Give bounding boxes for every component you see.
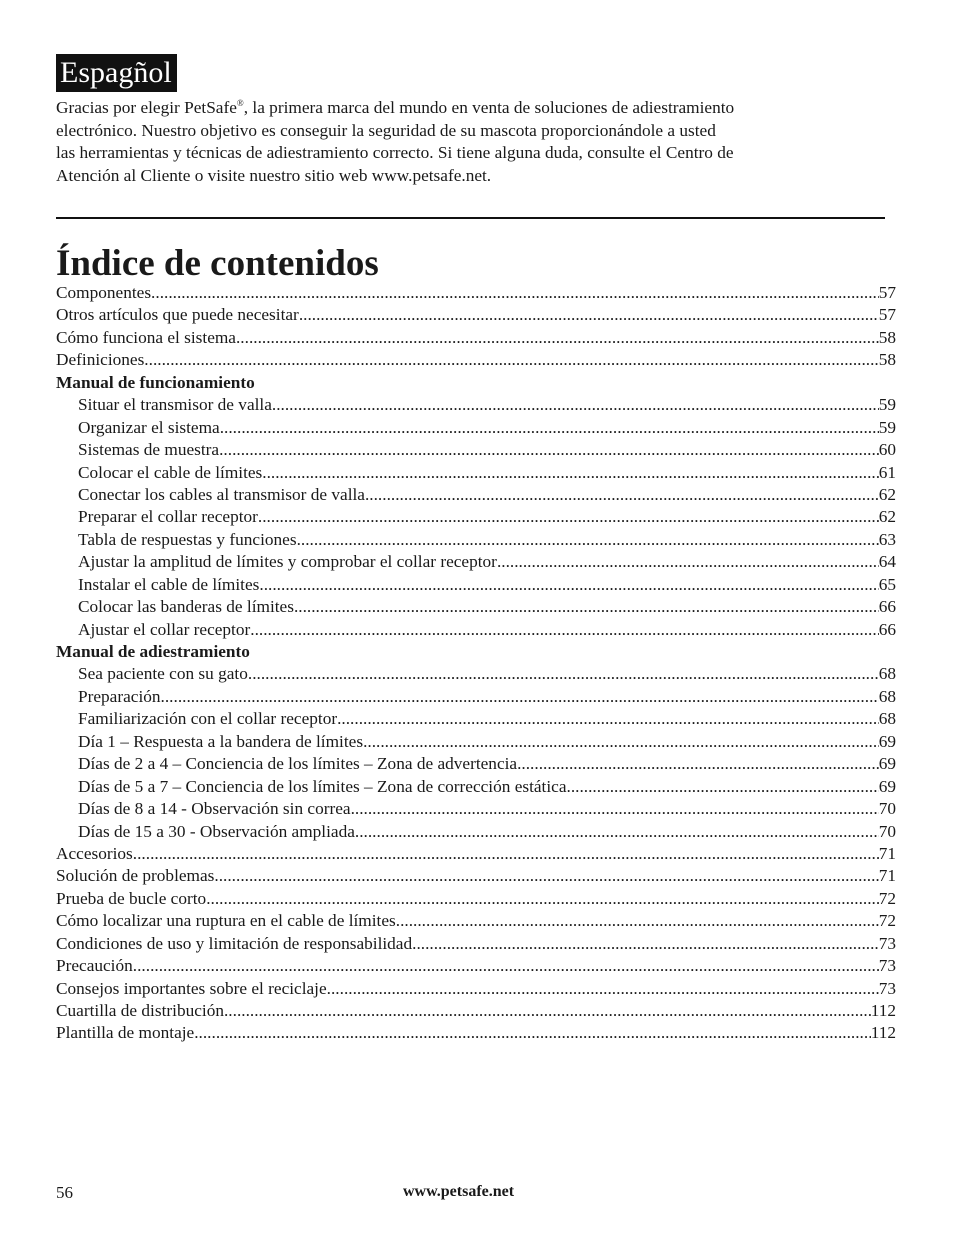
toc-dot-leader	[337, 708, 879, 730]
toc-entry-page: 72	[878, 911, 896, 931]
toc-entry-page: 66	[878, 597, 896, 617]
toc-entry-label: Accesorios	[56, 843, 133, 863]
toc-dot-leader	[294, 596, 879, 618]
toc-entry-page: 71	[878, 843, 896, 863]
toc-entry-label: Días de 5 a 7 – Conciencia de los límites – Zona de corrección estática	[78, 776, 567, 796]
toc-entry-label: Días de 15 a 30 - Observación ampliada	[78, 821, 355, 841]
toc-dot-leader	[272, 394, 879, 416]
toc-dot-leader	[133, 955, 879, 977]
toc-entry[interactable]	[56, 978, 896, 1000]
toc-entry-label: Instalar el cable de límites	[78, 574, 260, 594]
intro-paragraph	[56, 97, 896, 187]
toc-entry[interactable]	[56, 865, 896, 887]
toc-entry-label: Sea paciente con su gato	[78, 664, 248, 684]
toc-entry-label: Definiciones	[56, 350, 145, 370]
toc-entry-page: 60	[878, 440, 896, 460]
toc-entry-label: Precaución	[56, 956, 133, 976]
toc-dot-leader	[297, 529, 879, 551]
toc-entry-page: 61	[878, 462, 896, 482]
toc-entry-label: Solución de problemas	[56, 866, 215, 886]
toc-dot-leader	[224, 1000, 871, 1022]
toc-entry-page: 57	[878, 283, 896, 302]
toc-entry-label: Ajustar el collar receptor	[78, 619, 251, 639]
intro-line-4: Atención al Cliente o visite nuestro sitio web www.petsafe.net.	[56, 165, 492, 185]
toc-entry-page: 63	[878, 529, 896, 549]
toc-entry-label: Tabla de respuestas y funciones	[78, 529, 297, 549]
toc-entry-page: 62	[878, 484, 896, 504]
toc-dot-leader	[412, 933, 879, 955]
toc-entry-label: Conectar los cables al transmisor de valla	[78, 484, 365, 504]
toc-entry-page: 68	[878, 709, 896, 729]
toc-entry[interactable]	[56, 955, 896, 977]
toc-entry-page: 57	[878, 305, 896, 325]
toc-entry-label: Días de 8 a 14 - Observación sin correa	[78, 799, 351, 819]
toc-dot-leader	[144, 349, 878, 371]
toc-entry-label: Organizar el sistema	[78, 417, 220, 437]
toc-entry[interactable]	[56, 417, 896, 439]
toc-entry-page: 73	[878, 933, 896, 953]
toc-entry[interactable]	[56, 574, 896, 596]
toc-entry-label: Plantilla de montaje	[56, 1023, 195, 1043]
toc-entry-label: Cómo localizar una ruptura en el cable de límites	[56, 911, 396, 931]
toc-dot-leader	[497, 551, 879, 573]
toc-entry-label: Preparar el collar receptor	[78, 507, 258, 527]
toc-entry-page: 69	[878, 776, 896, 796]
intro-line-3: las herramientas y técnicas de adiestramiento correcto. Si tiene alguna duda, consulte el Centro de	[56, 143, 734, 162]
toc-dot-leader	[567, 776, 879, 798]
toc-dot-leader	[220, 417, 879, 439]
toc-dot-leader	[219, 439, 879, 461]
toc-entry-page: 66	[878, 619, 896, 639]
toc-entry[interactable]	[56, 798, 896, 820]
toc-dot-leader	[194, 1022, 871, 1044]
toc-entry-page: 73	[878, 978, 896, 998]
toc-entry-label: Cómo funciona el sistema	[56, 327, 236, 347]
toc-dot-leader	[299, 304, 879, 326]
footer-url[interactable]: www.petsafe.net	[403, 1183, 515, 1200]
toc-dot-leader	[262, 462, 878, 484]
toc-entry-page: 112	[870, 1023, 896, 1043]
footer-page-number: 56	[56, 1183, 73, 1202]
toc-entry-page: 65	[878, 574, 896, 594]
toc-dot-leader	[258, 506, 879, 528]
toc-entry-page: 70	[878, 821, 896, 841]
toc-entry[interactable]	[56, 888, 896, 910]
toc-entry-label: Prueba de bucle corto	[56, 888, 207, 908]
toc-entry[interactable]	[56, 596, 896, 618]
toc-dot-leader	[355, 821, 879, 843]
toc-entry-label: Cuartilla de distribución	[56, 1001, 224, 1020]
toc-entry-page: 69	[878, 731, 896, 751]
toc-entry-page: 70	[878, 799, 896, 819]
toc-entry[interactable]	[56, 663, 896, 685]
toc-entry[interactable]	[56, 1022, 896, 1044]
toc-section-label: Manual de adiestramiento	[56, 642, 250, 661]
toc-entry-page: 58	[878, 327, 896, 347]
toc-entry-page: 58	[878, 350, 896, 370]
toc-entry[interactable]	[56, 529, 896, 551]
toc-entry[interactable]	[56, 619, 896, 641]
toc-entry-page: 62	[878, 507, 896, 527]
toc-entry[interactable]	[56, 686, 896, 708]
toc-entry-page: 112	[870, 1001, 896, 1020]
toc-entry[interactable]	[56, 843, 896, 865]
toc-entry-page: 68	[878, 686, 896, 706]
toc-entry-label: Sistemas de muestra	[78, 440, 220, 460]
toc-dot-leader	[214, 865, 878, 887]
toc-section-heading	[56, 372, 896, 394]
toc-dot-leader	[363, 731, 879, 753]
toc-entry-page: 59	[878, 395, 896, 415]
toc-entry-label: Condiciones de uso y limitación de responsabilidad	[56, 933, 413, 953]
toc-entry-label: Otros artículos que puede necesitar	[56, 305, 299, 325]
toc-entry[interactable]	[56, 776, 896, 798]
toc-entry-label: Preparación	[78, 686, 161, 706]
toc-entry-page: 71	[878, 866, 896, 886]
toc-list	[56, 282, 896, 1045]
toc-dot-leader	[365, 484, 879, 506]
toc-dot-leader	[517, 753, 879, 775]
toc-entry-label: Días de 2 a 4 – Conciencia de los límites – Zona de advertencia	[78, 754, 518, 774]
toc-entry[interactable]	[56, 282, 896, 304]
toc-entry-page: 73	[878, 956, 896, 976]
toc-section-heading	[56, 641, 896, 663]
toc-entry-label: Consejos importantes sobre el reciclaje	[56, 978, 327, 998]
toc-entry-page: 59	[878, 417, 896, 437]
section-divider	[56, 217, 885, 219]
toc-entry-label: Colocar las banderas de límites	[78, 597, 294, 617]
toc-entry-label: Colocar el cable de límites	[78, 462, 263, 482]
toc-entry[interactable]	[56, 462, 896, 484]
toc-entry[interactable]	[56, 439, 896, 461]
toc-entry[interactable]	[56, 304, 896, 326]
toc-entry[interactable]	[56, 708, 896, 730]
toc-dot-leader	[206, 888, 879, 910]
toc-dot-leader	[161, 686, 879, 708]
toc-entry[interactable]	[56, 821, 896, 843]
toc-entry[interactable]	[56, 506, 896, 528]
toc-entry[interactable]	[56, 731, 896, 753]
toc-entry-page: 68	[878, 664, 896, 684]
toc-dot-leader	[133, 843, 879, 865]
toc-entry[interactable]	[56, 910, 896, 932]
toc-dot-leader	[248, 663, 879, 685]
toc-entry[interactable]	[56, 349, 896, 371]
intro-line-2: electrónico. Nuestro objetivo es conseguir la seguridad de su mascota proporcionándole a usted	[56, 120, 716, 140]
toc-entry[interactable]	[56, 933, 896, 955]
toc-entry-page: 69	[878, 754, 896, 774]
registered-mark: ®	[236, 98, 244, 109]
toc-entry[interactable]	[56, 327, 896, 349]
language-tag: Espagñol	[56, 54, 177, 92]
toc-entry-label: Situar el transmisor de valla	[78, 395, 272, 415]
toc-dot-leader	[396, 910, 879, 932]
toc-entry[interactable]	[56, 753, 896, 775]
toc-dot-leader	[259, 574, 878, 596]
toc-dot-leader	[351, 798, 879, 820]
toc-entry-label: Ajustar la amplitud de límites y comprobar el collar receptor	[78, 552, 497, 572]
toc-entry-label: Componentes	[56, 283, 152, 302]
toc-entry-page: 64	[878, 552, 896, 572]
intro-line-1-start: Gracias por elegir PetSafe	[56, 98, 237, 117]
toc-entry[interactable]	[56, 551, 896, 573]
toc-entry[interactable]	[56, 1000, 896, 1022]
toc-entry[interactable]	[56, 484, 896, 506]
toc-entry-label: Familiarización con el collar receptor	[78, 709, 338, 729]
toc-dot-leader	[327, 978, 879, 1000]
intro-line-1-end: , la primera marca del mundo en venta de soluciones de adiestramiento	[243, 98, 735, 117]
toc-dot-leader	[250, 619, 878, 641]
toc-entry-page: 72	[878, 888, 896, 908]
toc-dot-leader	[236, 327, 879, 349]
toc-entry-label: Día 1 – Respuesta a la bandera de límites	[78, 731, 364, 751]
toc-title: Índice de contenidos	[56, 243, 379, 284]
toc-dot-leader	[151, 282, 879, 304]
toc-entry[interactable]	[56, 394, 896, 416]
toc-section-label: Manual de funcionamiento	[56, 372, 255, 392]
intro-line-1	[56, 97, 896, 120]
